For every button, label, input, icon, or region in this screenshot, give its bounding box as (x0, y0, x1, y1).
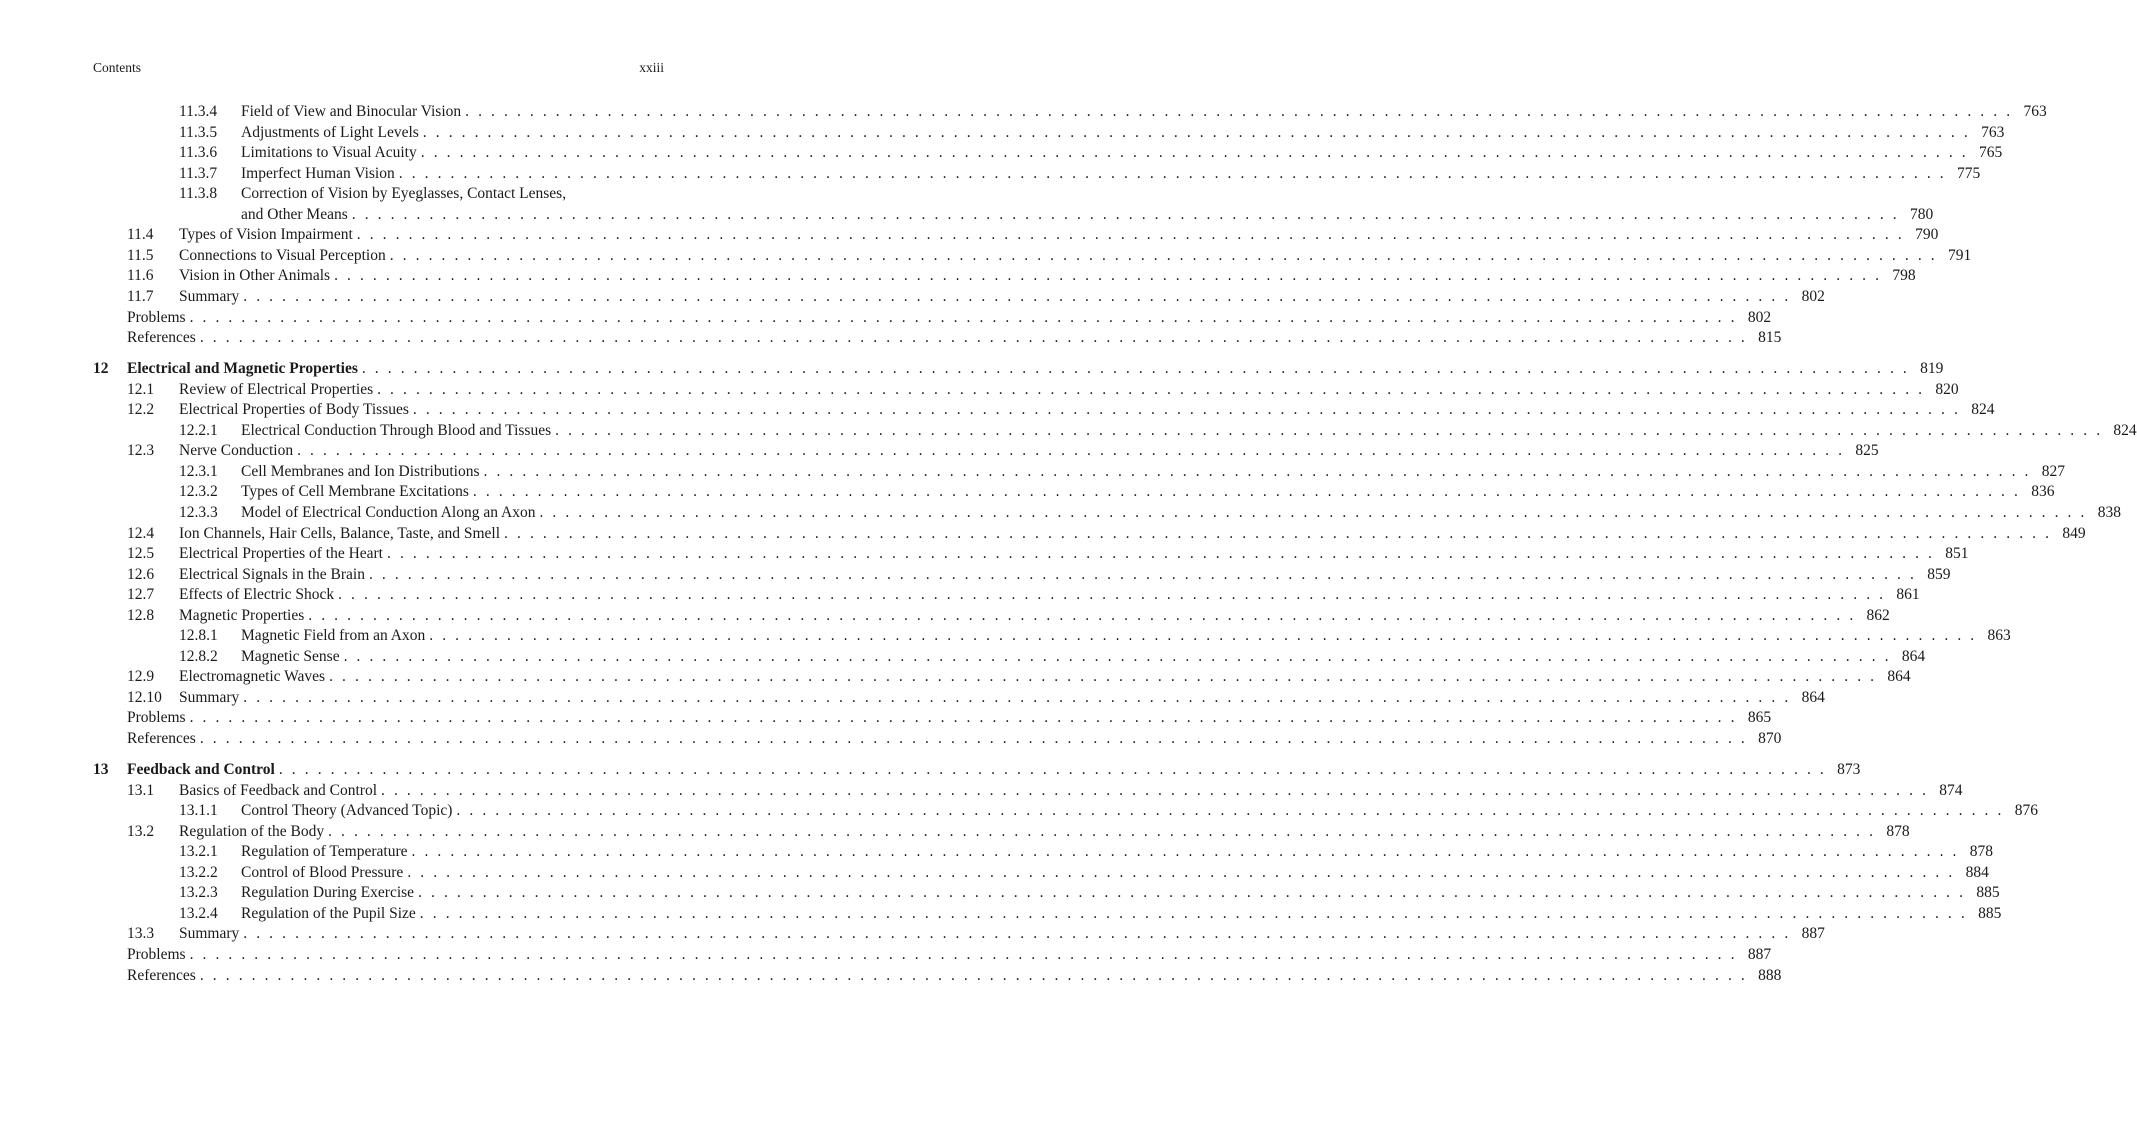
toc-entry-number: 11.3.5 (179, 123, 218, 141)
toc-entry-title: Problems (127, 709, 186, 727)
toc-entry-page: 838 (2097, 503, 2121, 521)
toc-chapter-entry[interactable] (127, 359, 1944, 379)
toc-entry[interactable] (179, 924, 1825, 944)
toc-entry-title: Control of Blood Pressure (241, 863, 404, 881)
toc-entry-number: 12.8.2 (179, 647, 218, 665)
toc-entry[interactable] (179, 585, 1920, 605)
toc-entry-title: Cell Membranes and Ion Distributions (241, 462, 480, 480)
toc-entry-number: 11.6 (127, 267, 154, 285)
dot-leader: . . . . . . . . . . . . . . . . . . . . . . . . . . . . . . . . . . . . . . . . . . . . . . . . . . . . . . . . . . . . . . . . . . . . . . . . . . . . . . . . . . . . . . . . . . . . . . . . . . . . . . . . . . . . . . . . . . . . . . . . (422, 123, 1971, 141)
toc-entry-title: Regulation of the Body (179, 822, 325, 840)
toc-entry-page: 765 (1979, 144, 2003, 162)
toc-entry-title: Correction of Vision by Eyeglasses, Contact Lenses, (241, 185, 567, 203)
toc-entry-number: 12.1 (127, 380, 155, 398)
toc-entry-page: 851 (1945, 545, 1969, 563)
toc-entry-title: Electrical Conduction Through Blood and Tissues (241, 421, 552, 439)
dot-leader: . . . . . . . . . . . . . . . . . . . . . . . . . . . . . . . . . . . . . . . . . . . . . . . . . . . . . . . . . . . . . . . . . . . . . . . . . . . . . . . . . . . . . . . . . . . . . . . . . . . . . . . . . . . . . . . . . . . . . . . . (387, 545, 1935, 563)
toc-entry-number: 11.5 (127, 246, 154, 264)
toc-entry-page: 870 (1758, 730, 1782, 747)
toc-entry-title: Electrical and Magnetic Properties (127, 360, 358, 378)
toc-entry[interactable] (241, 184, 664, 204)
toc-entry-page: 780 (1910, 205, 1934, 223)
toc-entry-number: 12.6 (127, 565, 155, 583)
toc-entry[interactable] (241, 143, 2003, 163)
dot-leader: . . . . . . . . . . . . . . . . . . . . . . . . . . . . . . . . . . . . . . . . . . . . . . . . . . . . . . . . . . . . . . . . . . . . . . . . . . . . . . . . . . . . . . . . . . . . . . . . . . . . . . . . . . . . . . . . . . . . . . . . (356, 226, 1905, 244)
toc-entry-title: Vision in Other Animals (179, 267, 331, 285)
dot-leader: . . . . . . . . . . . . . . . . . . . . . . . . . . . . . . . . . . . . . . . . . . . . . . . . . . . . . . . . . . . . . . . . . . . . . . . . . . . . . . . . . . . . . . . . . . . . . . . . . . . . . . . . . . . . . . . . . . . . . . . . (189, 308, 1738, 326)
toc-entry-number: 12.2 (127, 401, 155, 419)
toc-entry-page: 862 (1866, 606, 1890, 624)
toc-entry-page: 859 (1927, 565, 1951, 583)
toc-entry[interactable] (241, 421, 2137, 441)
toc-entry-title: Magnetic Sense (241, 647, 340, 665)
toc-entry[interactable] (241, 863, 1989, 883)
toc-entry[interactable] (127, 945, 1772, 965)
toc-entry-number: 12.4 (127, 524, 155, 542)
toc-entry-page: 864 (1887, 668, 1911, 686)
dot-leader: . . . . . . . . . . . . . . . . . . . . . . . . . . . . . . . . . . . . . . . . . . . . . . . . . . . . . . . . . . . . . . . . . . . . . . . . . . . . . . . . . . . . . . . . . . . . . . . . . . . . . . . . . . . . . . . . . . . . . . . . (243, 287, 1791, 305)
toc-entry-page: 863 (1987, 627, 2011, 645)
toc-entry[interactable] (241, 482, 2055, 502)
toc-entry[interactable] (241, 904, 2002, 924)
dot-leader: . . . . . . . . . . . . . . . . . . . . . . . . . . . . . . . . . . . . . . . . . . . . . . . . . . . . . . . . . . . . . . . . . . . . . . . . . . . . . . . . . . . . . . . . . . . . . . . . . . . . . . . . . . . . . . . . . . . . . . . . (199, 329, 1748, 347)
dot-leader: . . . . . . . . . . . . . . . . . . . . . . . . . . . . . . . . . . . . . . . . . . . . . . . . . . . . . . . . . . . . . . . . . . . . . . . . . . . . . . . . . . . . . . . . . . . . . . . . . . . . . . . . . . . . . . . . . . . . . . . . (334, 267, 1882, 285)
toc-entry-title: Basics of Feedback and Control (179, 781, 378, 799)
toc-entry[interactable] (179, 606, 1890, 626)
toc-entry-number: 11.3.6 (179, 144, 218, 162)
dot-leader: . . . . . . . . . . . . . . . . . . . . . . . . . . . . . . . . . . . . . . . . . . . . . . . . . . . . . . . . . . . . . . . . . . . . . . . . . . . . . . . . . . . . . . . . . . . . . . . . . . . . . . . . . . . . . . . . . . . . . . . . (419, 904, 1968, 922)
toc-entry[interactable] (241, 801, 2038, 821)
toc-entry[interactable] (241, 842, 1994, 862)
dot-leader: . . . . . . . . . . . . . . . . . . . . . . . . . . . . . . . . . . . . . . . . . . . . . . . . . . . . . . . . . . . . . . . . . . . . . . . . . . . . . . . . . . . . . . . . . . . . . . . . . . . . . . . . . . . . . . . . . . . . . . . . (297, 442, 1845, 460)
toc-entry-number: 13 (93, 761, 109, 779)
toc-entry-page: 798 (1892, 267, 1916, 285)
toc-entry-number: 13.3 (127, 925, 155, 943)
toc-entry-title: Review of Electrical Properties (179, 380, 374, 398)
dot-leader: . . . . . . . . . . . . . . . . . . . . . . . . . . . . . . . . . . . . . . . . . . . . . . . . . . . . . . . . . . . . . . . . . . . . . . . . . . . . . . . . . . . . . . . . . . . . . . . . . . . . . . . . . . . . . . . . . . . . . . . . (389, 246, 1938, 264)
toc-entry-page: 873 (1837, 761, 1861, 779)
toc-entry[interactable] (241, 102, 2047, 122)
running-header-page-number: xxiii (639, 60, 664, 75)
toc-entry-title: and Other Means (241, 205, 348, 223)
toc-entry[interactable] (241, 205, 1934, 225)
dot-leader: . . . . . . . . . . . . . . . . . . . . . . . . . . . . . . . . . . . . . . . . . . . . . . . . . . . . . . . . . . . . . . . . . . . . . . . . . . . . . . . . . . . . . . . . . . . . . . . . . . . . . . . . . . . . . . . . . . . . . . . . (504, 524, 2052, 542)
toc-entry[interactable] (179, 667, 1911, 687)
dot-leader: . . . . . . . . . . . . . . . . . . . . . . . . . . . . . . . . . . . . . . . . . . . . . . . . . . . . . . . . . . . . . . . . . . . . . . . . . . . . . . . . . . . . . . . . . . . . . . . . . . . . . . . . . . . . . . . . . . . . . . . . (189, 946, 1738, 963)
toc-entry-number: 13.2.4 (179, 904, 218, 922)
toc-entry-title: Imperfect Human Vision (241, 164, 395, 182)
toc-entry[interactable] (127, 328, 1782, 348)
toc-entry-number: 12.8.1 (179, 627, 218, 645)
toc-entry-page: 802 (1747, 308, 1772, 326)
dot-leader: . . . . . . . . . . . . . . . . . . . . . . . . . . . . . . . . . . . . . . . . . . . . . . . . . . . . . . . . . . . . . . . . . . . . . . . . . . . . . . . . . . . . . . . . . . . . . . . . . . . . . . . . . . . . . . . . . . . . . . . . (243, 925, 1791, 943)
toc-entry[interactable] (179, 781, 1963, 801)
toc-entry-page: 887 (1747, 946, 1772, 963)
dot-leader: . . . . . . . . . . . . . . . . . . . . . . . . . . . . . . . . . . . . . . . . . . . . . . . . . . . . . . . . . . . . . . . . . . . . . . . . . . . . . . . . . . . . . . . . . . . . . . . . . . . . . . . . . . . . . . . . . . . . . . . . (189, 709, 1738, 727)
dot-leader: . . . . . . . . . . . . . . . . . . . . . . . . . . . . . . . . . . . . . . . . . . . . . . . . . . . . . . . . . . . . . . . . . . . . . . . . . . . . . . . . . . . . . . . . . . . . . . . . . . . . . . . . . . . . . . . . . . . . . . . . (472, 483, 2021, 501)
dot-leader: . . . . . . . . . . . . . . . . . . . . . . . . . . . . . . . . . . . . . . . . . . . . . . . . . . . . . . . . . . . . . . . . . . . . . . . . . . . . . . . . . . . . . . . . . . . . . . . . . . . . . . . . . . . . . . . . . . . . . . . . (308, 606, 1856, 624)
dot-leader: . . . . . . . . . . . . . . . . . . . . . . . . . . . . . . . . . . . . . . . . . . . . . . . . . . . . . . . . . . . . . . . . . . . . . . . . . . . . . . . . . . . . . . . . . . . . . . . . . . . . . . . . . . . . . . . . . . . . . . . . (328, 822, 1876, 840)
toc-entry-title: Magnetic Properties (179, 606, 305, 624)
toc-entry-title: Adjustments of Light Levels (241, 123, 419, 141)
dot-leader: . . . . . . . . . . . . . . . . . . . . . . . . . . . . . . . . . . . . . . . . . . . . . . . . . . . . . . . . . . . . . . . . . . . . . . . . . . . . . . . . . . . . . . . . . . . . . . . . . . . . . . . . . . . . . . . . . . . . . . . . (456, 802, 2004, 820)
toc-entry[interactable] (179, 822, 1910, 842)
toc-entry-page: 790 (1915, 226, 1939, 244)
toc-entry-number: 13.1.1 (179, 802, 218, 820)
toc-entry-page: 802 (1801, 287, 1825, 305)
toc-entry[interactable] (179, 524, 2086, 544)
toc-entry-title: Regulation of Temperature (241, 843, 408, 861)
toc-entry-page: 763 (2023, 103, 2047, 120)
dot-leader: . . . . . . . . . . . . . . . . . . . . . . . . . . . . . . . . . . . . . . . . . . . . . . . . . . . . . . . . . . . . . . . . . . . . . . . . . . . . . . . . . . . . . . . . . . . . . . . . . . . . . . . . . . . . . . . . . . . . . . . . (377, 380, 1925, 398)
toc-entry-page: 819 (1920, 360, 1944, 378)
dot-leader: . . . . . . . . . . . . . . . . . . . . . . . . . . . . . . . . . . . . . . . . . . . . . . . . . . . . . . . . . . . . . . . . . . . . . . . . . . . . . . . . . . . . . . . . . . . . . . . . . . . . . . . . . . . . . . . . . . . . . . . . (343, 647, 1892, 665)
toc-entry[interactable] (179, 380, 1959, 400)
toc-entry-title: Electromagnetic Waves (179, 668, 326, 686)
toc-entry-title: References (127, 966, 196, 984)
toc-entry[interactable] (179, 400, 1995, 420)
dot-leader: . . . . . . . . . . . . . . . . . . . . . . . . . . . . . . . . . . . . . . . . . . . . . . . . . . . . . . . . . . . . . . . . . . . . . . . . . . . . . . . . . . . . . . . . . . . . . . . . . . . . . . . . . . . . . . . . . . . . . . . . (381, 781, 1929, 799)
dot-leader: . . . . . . . . . . . . . . . . . . . . . . . . . . . . . . . . . . . . . . . . . . . . . . . . . . . . . . . . . . . . . . . . . . . . . . . . . . . . . . . . . . . . . . . . . . . . . . . . . . . . . . . . . . . . . . . . . . . . . . . . (483, 462, 2032, 480)
dot-leader: . . . . . . . . . . . . . . . . . . . . . . . . . . . . . . . . . . . . . . . . . . . . . . . . . . . . . . . . . . . . . . . . . . . . . . . . . . . . . . . . . . . . . . . . . . . . . . . . . . . . . . . . . . . . . . . . . . . . . . . . (338, 586, 1886, 604)
dot-leader: . . . . . . . . . . . . . . . . . . . . . . . . . . . . . . . . . . . . . . . . . . . . . . . . . . . . . . . . . . . . . . . . . . . . . . . . . . . . . . . . . . . . . . . . . . . . . . . . . . . . . . . . . . . . . . . . . . . . . . . . (412, 401, 1961, 419)
toc-entry[interactable] (127, 308, 1772, 328)
toc-entry-title: Regulation During Exercise (241, 884, 415, 902)
dot-leader: . . . . . . . . . . . . . . . . . . . . . . . . . . . . . . . . . . . . . . . . . . . . . . . . . . . . . . . . . . . . . . . . . . . . . . . . . . . . . . . . . . . . . . . . . . . . . . . . . . . . . . . . . . . . . . . . . . . . . . . . (418, 884, 1966, 902)
toc-entry-title: Nerve Conduction (179, 442, 294, 460)
toc-entry-title: Magnetic Field from an Axon (241, 627, 426, 645)
running-header-title: Contents (93, 60, 142, 75)
dot-leader: . . . . . . . . . . . . . . . . . . . . . . . . . . . . . . . . . . . . . . . . . . . . . . . . . . . . . . . . . . . . . . . . . . . . . . . . . . . . . . . . . . . . . . . . . . . . . . . . . . . . . . . . . . . . . . . . . . . . . . . . (278, 761, 1827, 779)
toc-entry-page: 836 (2031, 483, 2055, 501)
toc-entry[interactable] (179, 246, 1972, 266)
dot-leader: . . . . . . . . . . . . . . . . . . . . . . . . . . . . . . . . . . . . . . . . . . . . . . . . . . . . . . . . . . . . . . . . . . . . . . . . . . . . . . . . . . . . . . . . . . . . . . . . . . . . . . . . . . . . . . . . . . . . . . . . (199, 730, 1748, 747)
toc-entry-page: 824 (2113, 421, 2137, 439)
toc-entry[interactable] (241, 647, 1926, 667)
dot-leader: . . . . . . . . . . . . . . . . . . . . . . . . . . . . . . . . . . . . . . . . . . . . . . . . . . . . . . . . . . . . . . . . . . . . . . . . . . . . . . . . . . . . . . . . . . . . . . . . . . . . . . . . . . . . . . . . . . . . . . . . (329, 668, 1877, 686)
toc-chapter-entry[interactable] (127, 760, 1861, 780)
toc-entry-title: Ion Channels, Hair Cells, Balance, Taste, and Smell (179, 524, 501, 542)
toc-entry-page: 825 (1855, 442, 1879, 460)
toc-entry-page: 878 (1886, 822, 1910, 840)
dot-leader: . . . . . . . . . . . . . . . . . . . . . . . . . . . . . . . . . . . . . . . . . . . . . . . . . . . . . . . . . . . . . . . . . . . . . . . . . . . . . . . . . . . . . . . . . . . . . . . . . . . . . . . . . . . . . . . . . . . . . . . . (465, 103, 2013, 120)
toc-entry-title: Control Theory (Advanced Topic) (241, 802, 453, 820)
toc-entry-title: Model of Electrical Conduction Along an Axon (241, 503, 536, 521)
toc-entry-number: 12.10 (127, 688, 162, 706)
toc-entry-title: Types of Vision Impairment (179, 226, 353, 244)
toc-entry-number: 12.7 (127, 586, 155, 604)
toc-entry-title: Connections to Visual Perception (179, 246, 386, 264)
toc-entry-title: References (127, 329, 196, 347)
toc-entry-title: Summary (179, 287, 240, 305)
toc-entry-page: 824 (1971, 401, 1995, 419)
dot-leader: . . . . . . . . . . . . . . . . . . . . . . . . . . . . . . . . . . . . . . . . . . . . . . . . . . . . . . . . . . . . . . . . . . . . . . . . . . . . . . . . . . . . . . . . . . . . . . . . . . . . . . . . . . . . . . . . . . . . . . . . (429, 627, 1977, 645)
dot-leader: . . . . . . . . . . . . . . . . . . . . . . . . . . . . . . . . . . . . . . . . . . . . . . . . . . . . . . . . . . . . . . . . . . . . . . . . . . . . . . . . . . . . . . . . . . . . . . . . . . . . . . . . . . . . . . . . . . . . . . . . (199, 966, 1748, 984)
toc-entry-title: Problems (127, 946, 186, 963)
toc-entry-page: 849 (2062, 524, 2086, 542)
toc-entry[interactable] (179, 441, 1879, 461)
dot-leader: . . . . . . . . . . . . . . . . . . . . . . . . . . . . . . . . . . . . . . . . . . . . . . . . . . . . . . . . . . . . . . . . . . . . . . . . . . . . . . . . . . . . . . . . . . . . . . . . . . . . . . . . . . . . . . . . . . . . . . . . (420, 144, 1969, 162)
toc-entry-page: 861 (1896, 586, 1920, 604)
toc-entry-number: 13.2 (127, 822, 155, 840)
toc-entry-page: 775 (1957, 164, 1981, 182)
toc-entry-page: 791 (1948, 246, 1972, 264)
toc-entry-number: 12 (93, 360, 109, 378)
toc-entry-number: 12.3 (127, 442, 155, 460)
toc-entry[interactable] (241, 626, 2011, 646)
toc-entry[interactable] (179, 225, 1939, 245)
toc-entry-page: 827 (2041, 462, 2066, 480)
toc-entry-page: 885 (1976, 884, 2000, 902)
toc-entry-title: Electrical Signals in the Brain (179, 565, 365, 583)
toc-entry[interactable] (179, 544, 1969, 564)
toc-entry-title: Electrical Properties of the Heart (179, 545, 383, 563)
toc-entry-number: 13.2.3 (179, 884, 218, 902)
toc-entry-number: 12.2.1 (179, 421, 218, 439)
toc-entry[interactable] (179, 565, 1951, 585)
toc-entry-number: 12.3.1 (179, 462, 218, 480)
toc-entry-title: Limitations to Visual Acuity (241, 144, 417, 162)
toc-entry-title: Feedback and Control (127, 761, 275, 779)
toc-entry-number: 11.3.8 (179, 185, 218, 203)
toc-entry-number: 13.2.1 (179, 843, 218, 861)
toc-entry-number: 11.3.7 (179, 164, 218, 182)
toc-entry-title: Problems (127, 308, 186, 326)
toc-entry-number: 12.3.3 (179, 503, 218, 521)
dot-leader: . . . . . . . . . . . . . . . . . . . . . . . . . . . . . . . . . . . . . . . . . . . . . . . . . . . . . . . . . . . . . . . . . . . . . . . . . . . . . . . . . . . . . . . . . . . . . . . . . . . . . . . . . . . . . . . . . . . . . . . . (398, 164, 1947, 182)
toc-entry-page: 876 (2014, 802, 2038, 820)
toc-entry-number: 13.2.2 (179, 863, 218, 881)
toc-entry-page: 820 (1935, 380, 1959, 398)
toc-entry[interactable] (241, 164, 1981, 184)
toc-entry-title: References (127, 730, 196, 747)
toc-entry-title: Field of View and Binocular Vision (241, 103, 462, 120)
toc-entry-number: 13.1 (127, 781, 155, 799)
toc-entry-title: Electrical Properties of Body Tissues (179, 401, 409, 419)
toc-entry-number: 12.3.2 (179, 483, 218, 501)
dot-leader: . . . . . . . . . . . . . . . . . . . . . . . . . . . . . . . . . . . . . . . . . . . . . . . . . . . . . . . . . . . . . . . . . . . . . . . . . . . . . . . . . . . . . . . . . . . . . . . . . . . . . . . . . . . . . . . . . . . . . . . . (407, 863, 1955, 881)
toc-entry[interactable] (179, 688, 1825, 708)
toc-entry-page: 864 (1801, 688, 1825, 706)
toc-entry[interactable] (127, 729, 1782, 749)
toc-entry-page: 878 (1969, 843, 1994, 861)
toc-entry-number: 11.7 (127, 287, 154, 305)
toc-entry-number: 12.5 (127, 545, 155, 563)
toc-entry-page: 864 (1901, 647, 1926, 665)
toc-entry[interactable] (179, 266, 1916, 286)
toc-entry-title: Effects of Electric Shock (179, 586, 335, 604)
toc-entry-title: Types of Cell Membrane Excitations (241, 483, 469, 501)
toc-entry[interactable] (241, 462, 2066, 482)
toc-entry-page: 884 (1965, 863, 1989, 881)
toc-entry-title: Regulation of the Pupil Size (241, 904, 416, 922)
dot-leader: . . . . . . . . . . . . . . . . . . . . . . . . . . . . . . . . . . . . . . . . . . . . . . . . . . . . . . . . . . . . . . . . . . . . . . . . . . . . . . . . . . . . . . . . . . . . . . . . . . . . . . . . . . . . . . . . . . . . . . . . (555, 421, 2103, 439)
dot-leader: . . . . . . . . . . . . . . . . . . . . . . . . . . . . . . . . . . . . . . . . . . . . . . . . . . . . . . . . . . . . . . . . . . . . . . . . . . . . . . . . . . . . . . . . . . . . . . . . . . . . . . . . . . . . . . . . . . . . . . . . (539, 503, 2087, 521)
toc-entry-number: 12.8 (127, 606, 155, 624)
dot-leader: . . . . . . . . . . . . . . . . . . . . . . . . . . . . . . . . . . . . . . . . . . . . . . . . . . . . . . . . . . . . . . . . . . . . . . . . . . . . . . . . . . . . . . . . . . . . . . . . . . . . . . . . . . . . . . . . . . . . . . . . (361, 360, 1910, 378)
toc-entry-number: 11.4 (127, 226, 154, 244)
toc-entry-page: 874 (1939, 781, 1963, 799)
toc-entry[interactable] (241, 503, 2121, 523)
dot-leader: . . . . . . . . . . . . . . . . . . . . . . . . . . . . . . . . . . . . . . . . . . . . . . . . . . . . . . . . . . . . . . . . . . . . . . . . . . . . . . . . . . . . . . . . . . . . . . . . . . . . . . . . . . . . . . . . . . . . . . . . (351, 205, 1900, 223)
toc-entry[interactable] (241, 123, 2005, 143)
toc-entry[interactable] (127, 966, 1782, 986)
toc-entry-page: 763 (1981, 123, 2005, 141)
toc-entry-page: 888 (1758, 966, 1782, 984)
toc-entry[interactable] (179, 287, 1825, 307)
dot-leader: . . . . . . . . . . . . . . . . . . . . . . . . . . . . . . . . . . . . . . . . . . . . . . . . . . . . . . . . . . . . . . . . . . . . . . . . . . . . . . . . . . . . . . . . . . . . . . . . . . . . . . . . . . . . . . . . . . . . . . . . (411, 843, 1960, 861)
dot-leader: . . . . . . . . . . . . . . . . . . . . . . . . . . . . . . . . . . . . . . . . . . . . . . . . . . . . . . . . . . . . . . . . . . . . . . . . . . . . . . . . . . . . . . . . . . . . . . . . . . . . . . . . . . . . . . . . . . . . . . . . (243, 688, 1791, 706)
dot-leader: . . . . . . . . . . . . . . . . . . . . . . . . . . . . . . . . . . . . . . . . . . . . . . . . . . . . . . . . . . . . . . . . . . . . . . . . . . . . . . . . . . . . . . . . . . . . . . . . . . . . . . . . . . . . . . . . . . . . . . . . (368, 565, 1917, 583)
toc-entry-page: 885 (1978, 904, 2002, 922)
toc-entry-page: 865 (1747, 709, 1772, 727)
toc-entry-number: 12.9 (127, 668, 155, 686)
toc-entry-title: Summary (179, 688, 240, 706)
toc-entry[interactable] (127, 708, 1772, 728)
toc-entry-page: 815 (1758, 329, 1782, 347)
toc-entry-page: 887 (1801, 925, 1825, 943)
toc-entry-title: Summary (179, 925, 240, 943)
toc-entry[interactable] (241, 883, 2000, 903)
toc-entry-number: 11.3.4 (179, 103, 218, 120)
